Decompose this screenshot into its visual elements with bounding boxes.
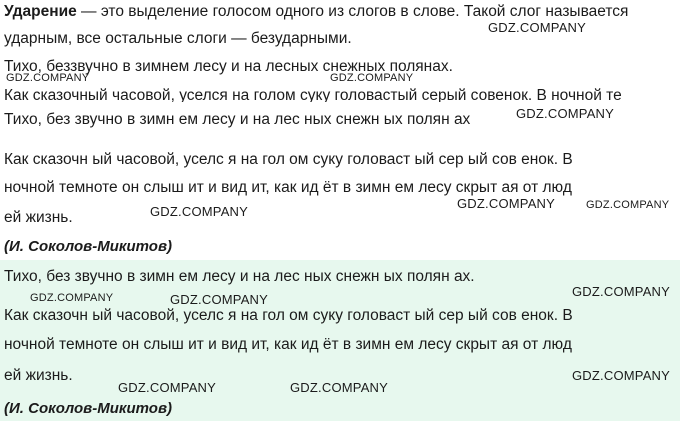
watermark: GDZ.COMPANY [170,292,269,307]
task-line-2: Как сказочный часовой, уселся на голом суку головастый серый совенок. В ночной те [4,87,622,102]
watermark: GDZ.COMPANY [586,199,670,211]
watermark: GDZ.COMPANY [516,106,615,121]
watermark: GDZ.COMPANY [290,380,389,395]
analysis2-line-1: Тихо, без звучно в зимн ем лесу и на лес ных снежн ых полян ах. [4,268,475,285]
watermark: GDZ.COMPANY [457,196,556,211]
definition-line-1 [4,2,628,22]
analysis1-line-4: ей жизнь. [4,209,73,226]
analysis2-line-2: Как сказочн ый часовой, уселс я на гол ом суку головаст ый сер ый сов енок. В [4,307,573,324]
task-line-1: Тихо, беззвучно в зимнем лесу и на лесных снежных полянах. [4,58,453,75]
watermark: GDZ.COMPANY [572,284,671,299]
watermark: GDZ.COMPANY [150,204,249,219]
watermark: GDZ.COMPANY [30,292,114,304]
analysis2-line-3: ночной темноте он слыш ит и вид ит, как ид ёт в зимн ем лесу скрыт ая от люд [4,336,572,353]
analysis1-line-1: Тихо, без звучно в зимн ем лесу и на лес ных снежн ых полян ах [4,111,471,128]
analysis1-line-3: ночной темноте он слыш ит и вид ит, как ид ёт в зимн ем лесу скрыт ая от люд [4,179,572,196]
definition-text: — это выделение голосом одного из слогов в слове. Такой слог называется [76,3,629,20]
analysis2-source: (И. Соколов-Микитов) [4,400,173,417]
term-stress: Ударение [4,3,77,20]
watermark: GDZ.COMPANY [488,20,587,35]
watermark: GDZ.COMPANY [330,72,414,84]
analysis2-line-4: ей жизнь. [4,367,73,384]
watermark: GDZ.COMPANY [118,380,217,395]
watermark: GDZ.COMPANY [6,72,90,84]
analysis1-source: (И. Соколов-Микитов) [4,238,173,255]
definition-line-2: ударным, все остальные слоги — безударными. [4,30,352,47]
watermark: GDZ.COMPANY [572,368,671,383]
analysis1-line-2: Как сказочн ый часовой, уселс я на гол ом суку головаст ый сер ый сов енок. В [4,151,573,168]
